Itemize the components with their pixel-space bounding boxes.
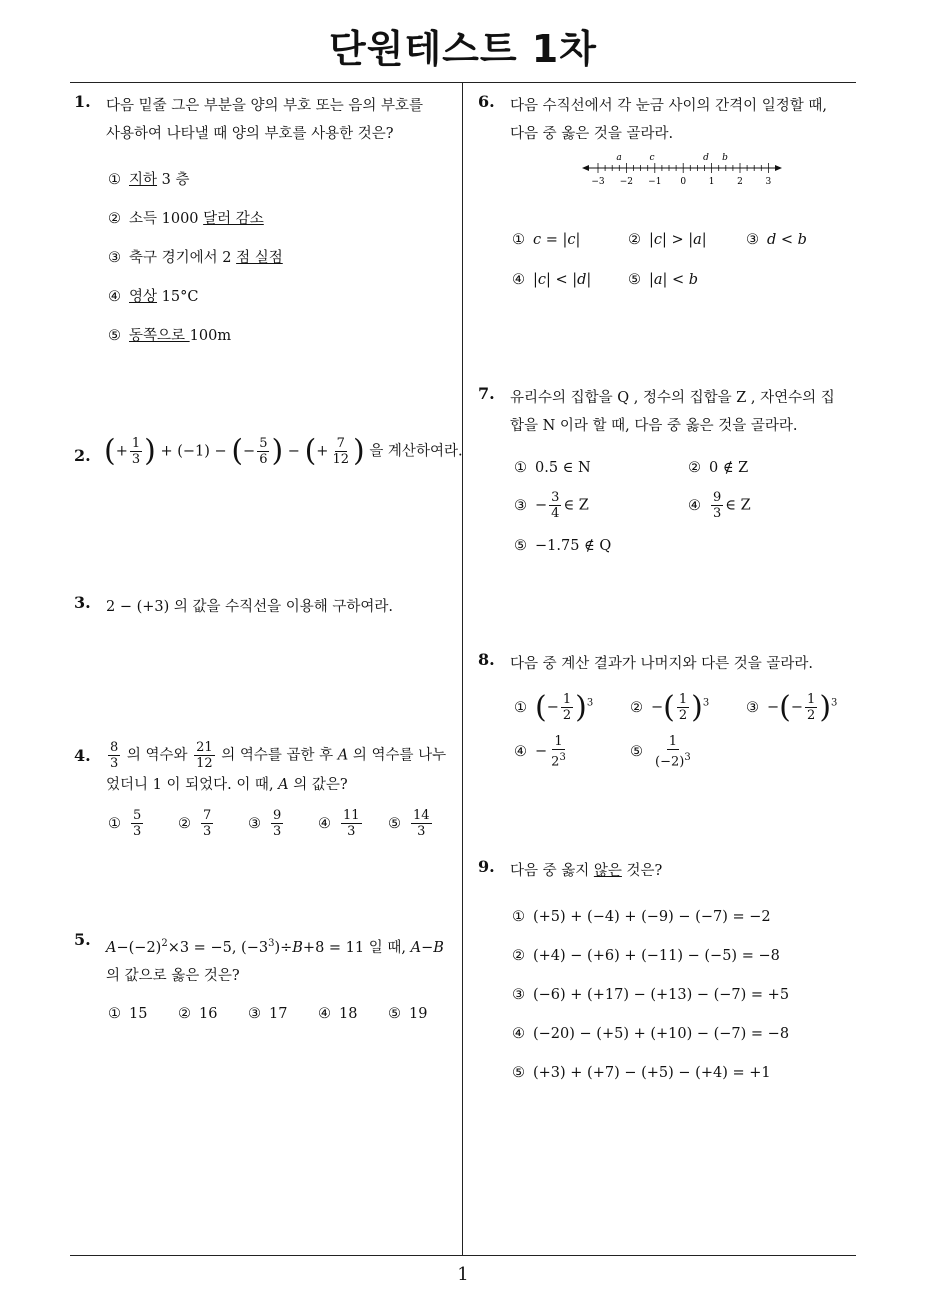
option-3[interactable] bbox=[512, 987, 789, 1003]
option-marker: ② bbox=[512, 948, 525, 964]
option-marker: ④ bbox=[512, 1026, 525, 1042]
option-value: |c| < |d| bbox=[533, 272, 592, 288]
option-4[interactable] bbox=[108, 285, 198, 306]
point-label-c: c bbox=[649, 153, 655, 163]
option-1[interactable] bbox=[108, 168, 189, 189]
option-marker: ① bbox=[512, 232, 525, 248]
option-value: |a| < b bbox=[649, 272, 699, 288]
question-text: 다음 밑줄 그은 부분을 양의 부호 또는 음의 부호를 사용하여 나타낼 때 양의 부호를 사용한 것은? bbox=[106, 98, 424, 142]
fraction bbox=[201, 808, 213, 839]
question-text: 다음 중 옳지 않은 것은? bbox=[510, 863, 663, 879]
option-2[interactable] bbox=[178, 1006, 217, 1022]
option-3[interactable]: ③ − $\frac{3}{4}$ ∈ Z bbox=[514, 490, 589, 521]
question-number: 6. bbox=[478, 92, 495, 111]
option-4[interactable] bbox=[512, 1026, 789, 1042]
option-marker: ⑤ bbox=[108, 328, 121, 344]
option-1[interactable]: ① (− $\frac{1}{2}$ )$^3$ bbox=[514, 690, 594, 725]
fraction bbox=[341, 808, 362, 839]
option-marker: ③ bbox=[512, 987, 525, 1003]
option-marker: ③ bbox=[248, 1006, 261, 1022]
option-marker: ④ bbox=[318, 1006, 331, 1022]
option-value: 16 bbox=[199, 1006, 218, 1022]
option-text: 100m bbox=[189, 328, 232, 344]
option-marker: ① bbox=[512, 909, 525, 925]
option-marker: ② bbox=[108, 211, 121, 227]
option-5[interactable]: ⑤ −1.75 ∉ Q bbox=[514, 538, 612, 554]
axis-label: 2 bbox=[737, 177, 743, 187]
column-divider bbox=[462, 83, 463, 1256]
option-5[interactable] bbox=[512, 1065, 771, 1081]
underlined-text: 동쪽으로 bbox=[129, 328, 190, 344]
question-number: 3. bbox=[74, 593, 91, 612]
option-value: (−6) + (+17) − (+13) − (−7) = +5 bbox=[533, 987, 790, 1003]
option-4[interactable]: ④ − $\frac{1}{2^3}$ bbox=[514, 734, 566, 770]
option-marker: ② bbox=[178, 1006, 191, 1022]
option-1[interactable] bbox=[108, 808, 145, 839]
page-title: 단원테스트 1차 bbox=[329, 27, 597, 71]
question-number: 5. bbox=[74, 930, 91, 949]
question-number: 2. bbox=[74, 446, 91, 465]
option-marker: ⑤ bbox=[388, 815, 401, 832]
axis-label: 1 bbox=[708, 177, 715, 187]
option-3[interactable]: ③ −(− $\frac{1}{2}$ )$^3$ bbox=[746, 690, 838, 725]
bottom-divider bbox=[70, 1255, 856, 1256]
denominator: 3 bbox=[273, 824, 282, 839]
question-number: 7. bbox=[478, 384, 495, 403]
fraction bbox=[411, 808, 432, 839]
option-value: 19 bbox=[409, 1006, 428, 1022]
option-text: 3 층 bbox=[157, 172, 190, 188]
option-marker: ③ bbox=[248, 815, 261, 832]
point-label-b: b bbox=[722, 153, 728, 163]
option-1[interactable] bbox=[512, 232, 580, 248]
option-value: 17 bbox=[269, 1006, 288, 1022]
question-text: 다음 중 계산 결과가 나머지와 다른 것을 골라라. bbox=[510, 656, 814, 672]
option-2[interactable] bbox=[108, 207, 264, 228]
page-number: 1 bbox=[457, 1264, 469, 1285]
top-divider bbox=[70, 82, 856, 83]
denominator: 3 bbox=[133, 824, 142, 839]
option-marker: ① bbox=[108, 172, 121, 188]
axis-label: −1 bbox=[648, 177, 662, 187]
question-text: 2 − (+3) 의 값을 수직선을 이용해 구하여라. bbox=[106, 599, 394, 615]
option-marker: ② bbox=[178, 815, 191, 832]
option-5[interactable] bbox=[108, 324, 231, 345]
fraction bbox=[271, 808, 283, 839]
option-4[interactable] bbox=[318, 808, 364, 839]
option-value: (+4) − (+6) + (−11) − (−5) = −8 bbox=[533, 948, 780, 964]
option-2[interactable] bbox=[178, 808, 215, 839]
option-3[interactable] bbox=[248, 808, 285, 839]
axis-label: 3 bbox=[765, 177, 772, 187]
option-2[interactable]: ② 0 ∉ Z bbox=[688, 460, 749, 476]
question-number: 9. bbox=[478, 857, 495, 876]
option-value: 15 bbox=[129, 1006, 148, 1022]
option-marker: ④ bbox=[512, 272, 525, 288]
question-text: $\frac{8}{3}$ 의 역수와 $\frac{21}{12}$ 의 역수를 곱한 후 A 의 역수를 나누 었더니 1 이 되었다. 이 때, A 의 값은? bbox=[106, 740, 447, 793]
fraction bbox=[131, 808, 143, 839]
question-text: 다음 수직선에서 각 눈금 사이의 간격이 일정할 때, 다음 중 옳은 것을 골라라. bbox=[510, 98, 828, 142]
option-1[interactable] bbox=[512, 909, 771, 925]
axis-label: 0 bbox=[680, 177, 687, 187]
numerator: 5 bbox=[133, 808, 142, 823]
option-4[interactable] bbox=[512, 272, 591, 288]
option-2[interactable] bbox=[628, 232, 707, 248]
question-number: 4. bbox=[74, 746, 91, 765]
question-number: 1. bbox=[74, 92, 91, 111]
option-marker: ① bbox=[108, 815, 121, 832]
question-text: $A-(-2)^2\times 3 = -5$, $(-3^3)\div B+8 = 11$ 일 때, A−B 의 값으로 옳은 것은? bbox=[106, 938, 444, 984]
question-text: 유리수의 집합을 Q , 정수의 집합을 Z , 자연수의 집 합을 N 이라 할 때, 다음 중 옳은 것을 골라라. bbox=[510, 390, 835, 434]
option-marker: ② bbox=[628, 232, 641, 248]
option-1[interactable] bbox=[108, 1006, 147, 1022]
question-number: 8. bbox=[478, 650, 495, 669]
underlined-text: 지하 bbox=[129, 172, 158, 188]
option-marker: ⑤ bbox=[512, 1065, 525, 1081]
option-3[interactable] bbox=[746, 232, 807, 248]
underlined-text: 영상 bbox=[129, 289, 158, 305]
option-marker: ④ bbox=[318, 815, 331, 832]
underlined-text: 달러 감소 bbox=[203, 211, 264, 227]
denominator: 3 bbox=[417, 824, 426, 839]
option-3[interactable] bbox=[248, 1006, 287, 1022]
point-label-d: d bbox=[703, 153, 709, 163]
option-value: (+3) + (+7) − (+5) − (+4) = +1 bbox=[533, 1065, 771, 1081]
axis-label: −2 bbox=[619, 177, 634, 187]
option-value: |c| > |a| bbox=[649, 232, 707, 248]
option-5[interactable] bbox=[628, 272, 698, 288]
denominator: 3 bbox=[203, 824, 212, 839]
option-marker: ③ bbox=[108, 250, 121, 266]
numerator: 7 bbox=[203, 808, 212, 823]
option-text: 축구 경기에서 2 bbox=[129, 250, 237, 266]
option-value: d < b bbox=[767, 232, 807, 248]
underlined-text: 점 실점 bbox=[236, 250, 283, 266]
option-4[interactable]: ④ $\frac{9}{3}$ ∈ Z bbox=[688, 490, 751, 521]
option-5[interactable] bbox=[388, 808, 434, 839]
option-marker: ① bbox=[108, 1006, 121, 1022]
option-value: (+5) + (−4) + (−9) − (−7) = −2 bbox=[533, 909, 771, 925]
option-marker: ⑤ bbox=[628, 272, 641, 288]
numerator: 9 bbox=[273, 808, 282, 823]
number-line-diagram bbox=[582, 152, 782, 188]
option-5[interactable] bbox=[388, 1006, 427, 1022]
denominator: 3 bbox=[347, 824, 356, 839]
numerator: 11 bbox=[343, 808, 360, 823]
option-value: c = |c| bbox=[533, 232, 581, 248]
option-marker: ③ bbox=[746, 232, 759, 248]
option-2[interactable]: ② −( $\frac{1}{2}$ )$^3$ bbox=[630, 690, 710, 725]
numerator: 14 bbox=[413, 808, 430, 823]
option-text: 15°C bbox=[157, 289, 199, 305]
option-marker: ⑤ bbox=[388, 1006, 401, 1022]
option-text: 소득 1000 bbox=[129, 211, 204, 227]
question-expression: (+ $\frac{1}{3}$ ) + (−1) − (− $\frac{5}{6}$ ) − (+ $\frac{7}{12}$ ) 을 계산하여라. bbox=[104, 433, 463, 469]
axis-label: −3 bbox=[591, 177, 605, 187]
option-2[interactable] bbox=[512, 948, 780, 964]
point-label-a: a bbox=[616, 153, 622, 163]
option-1[interactable]: ① 0.5 ∈ N bbox=[514, 460, 591, 476]
option-marker: ④ bbox=[108, 289, 121, 305]
option-4[interactable] bbox=[318, 1006, 357, 1022]
option-value: 18 bbox=[339, 1006, 358, 1022]
option-3[interactable] bbox=[108, 246, 283, 267]
option-value: (−20) − (+5) + (+10) − (−7) = −8 bbox=[533, 1026, 790, 1042]
option-5[interactable]: ⑤ $\frac{1}{(-2)^3}$ bbox=[630, 734, 691, 770]
